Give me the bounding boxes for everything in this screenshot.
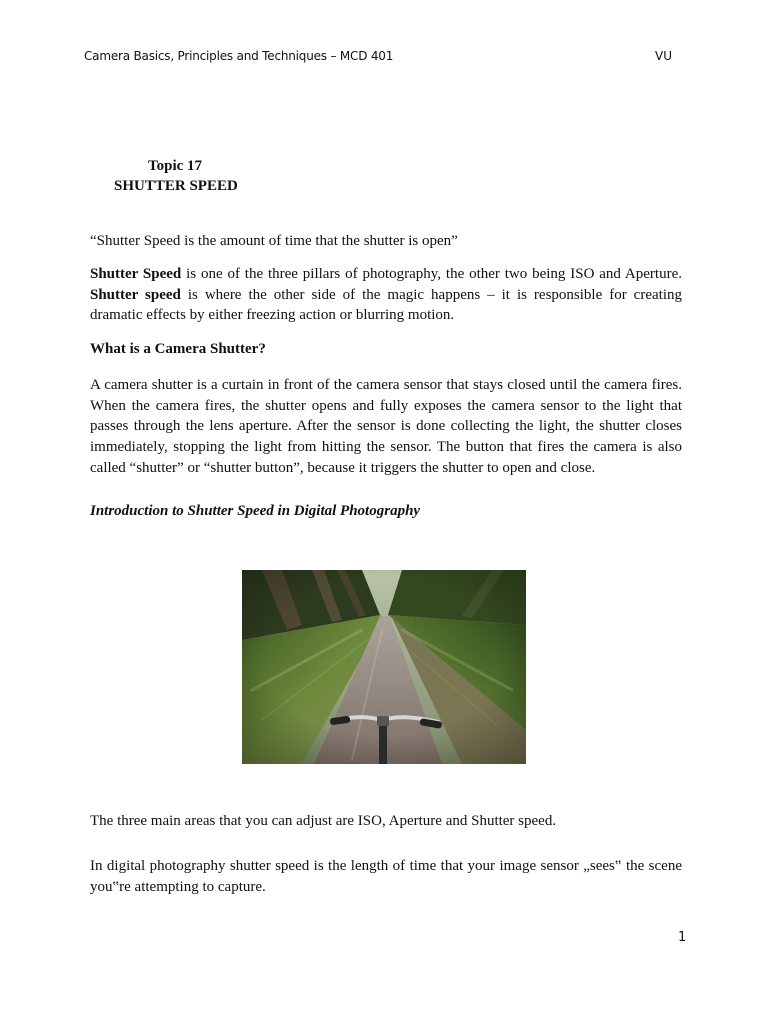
three-areas-line: The three main areas that you can adjust are ISO, Aperture and Shutter speed. — [90, 813, 557, 829]
topic-title: SHUTTER SPEED — [114, 178, 238, 194]
motion-blur-bicycle-photo — [242, 570, 526, 764]
digital-paragraph: In digital photography shutter speed is the length of time that your image sensor „sees‟ the scene you‟re attempting to capture. — [90, 858, 682, 895]
topic-number: Topic 17 — [148, 158, 203, 174]
intro-paragraph — [90, 264, 682, 326]
term-shutter-speed: Shutter Speed — [90, 266, 182, 282]
intro-text-part1: is one of the three pillars of photography, the other two being ISO and Aperture. — [181, 266, 682, 282]
subheading: Introduction to Shutter Speed in Digital Photography — [90, 503, 421, 519]
intro-text-part2: is where the other side of the magic happens – it is responsible for creating dramatic effects by either freezing action or blurring motion. — [90, 286, 682, 324]
term-shutter-speed-2: Shutter speed — [90, 286, 181, 303]
section-heading: What is a Camera Shutter? — [90, 341, 266, 357]
definition-quote: “Shutter Speed is the amount of time that the shutter is open” — [90, 233, 458, 249]
running-header-course-title: Camera Basics, Principles and Techniques – MCD 401 — [84, 49, 394, 63]
shutter-paragraph: A camera shutter is a curtain in front of the camera sensor that stays closed until the camera fires. When the camera fires, the shutter opens and fully exposes the camera sensor to the light that passes through the lens aperture. After the sensor is done collecting the light, the shutter closes immediately, stopping the light from hitting the sensor. The button that fires the camera is also called “shutter” or “shutter button”, because it triggers the shutter to open and close. — [90, 377, 682, 476]
running-header-institution: VU — [655, 49, 672, 63]
page-number: 1 — [678, 930, 687, 945]
